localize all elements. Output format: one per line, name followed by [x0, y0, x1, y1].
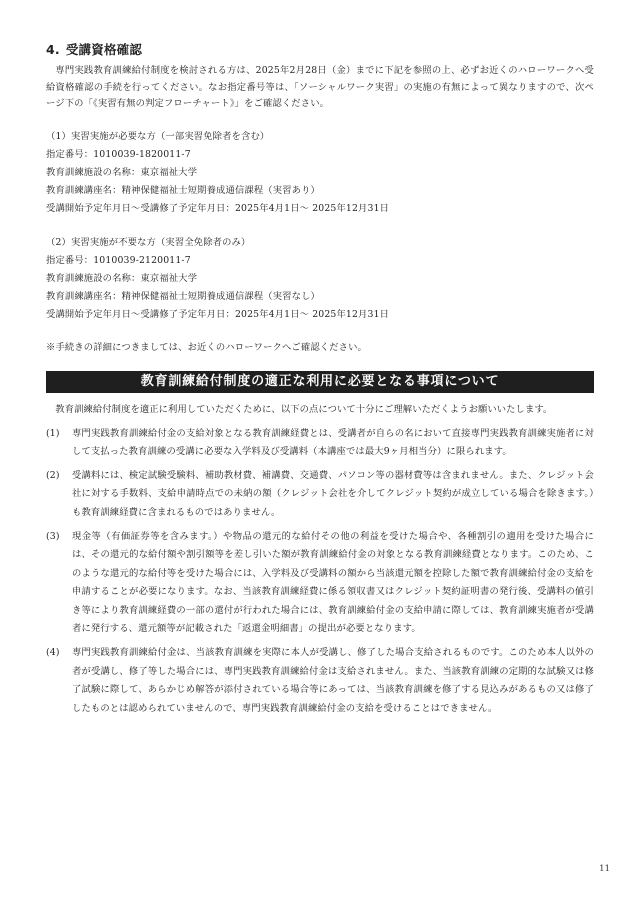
- course-name: 教育訓練講座名：精神保健福祉士短期養成通信課程（実習なし）: [46, 291, 320, 303]
- list-item: [46, 467, 594, 523]
- section-title: 受講資格確認: [65, 42, 143, 57]
- designation-number: 指定番号：1010039-1820011-7: [46, 148, 191, 160]
- course-block-with-practicum: [46, 128, 594, 219]
- list-item-text: 専門実践教育訓練給付金は、当該教育訓練を実際に本人が受講し、修了した場合支給されるものです。このため本人以外の者が受講し、修了等した場合には、専門実践教育訓練給付金は支給されません。また、当該教育訓練の定期的な試験又は修了試験に際して、あらかじめ解答が添付されている場合等にあっては、当該教育訓練を修了する見込みがあるもの又は修了したものとは認められていませんので、専門実践教育訓練給付金の支給を受けることはできません。: [72, 647, 594, 714]
- requirements-list: [46, 425, 594, 719]
- institution-name: 教育訓練施設の名称：東京福祉大学: [46, 272, 198, 284]
- section-intro: 専門実践教育訓練給付制度を検討される方は、2025年2月28日（金）までに下記を参照の上、必ずお近くのハローワークへ受給資格確認の手続を行ってください。なお指定番号等は、「ソーシャルワーク実習」の実施の有無によって異なりますので、次ページ下の「《実習有無の判定フローチャート》」をご確認ください。: [46, 65, 594, 109]
- procedure-note: ※手続きの詳細につきましては、お近くのハローワークへご確認ください。: [46, 341, 368, 353]
- list-item-text: 受講料には、検定試験受験料、補助教材費、補講費、交通費、パソコン等の器材費等は含まれません。また、クレジット会社に対する手数料、支給申請時点での未納の額（クレジット会社を介してクレジット契約が成立している場合を除きます。）も教育訓練経費に含まれるものではありません。: [72, 469, 594, 518]
- list-item-marker: (4): [46, 647, 60, 659]
- page-content: [46, 40, 594, 723]
- page-number: 11: [599, 864, 610, 874]
- list-item: [46, 528, 594, 640]
- institution-name: 教育訓練施設の名称：東京福祉大学: [46, 166, 198, 178]
- course-period: 受講開始予定年月日～受講修了予定年月日：2025年4月1日～ 2025年12月31日: [46, 309, 390, 321]
- list-item-marker: (3): [46, 530, 60, 542]
- designation-number: 指定番号：1010039-2120011-7: [46, 254, 191, 266]
- list-item: [46, 644, 594, 718]
- list-item-text: 現金等（有価証券等を含みます。）や物品の還元的な給付その他の利益を受けた場合や、各種割引の適用を受けた場合には、その還元的な給付額や割引額等を差し引いた額が教育訓練給付金の対象となる教育訓練経費となります。このため、このような還元的な給付等を受けた場合には、入学料及び受講料の額から当該還元額を控除した額で教育訓練給付金の支給を申請することが必要になります。なお、当該教育訓練経費に係る領収書又はクレジット契約証明書の発行後、受講料の値引き等により教育訓練経費の一部の還付が行われた場合には、教育訓練給付金の支給申請に際しては、教育訓練実施者が受講者に発行する、還元額等が記載された「返還金明細書」の提出が必要となります。: [72, 530, 594, 635]
- course-block-without-practicum: [46, 234, 594, 325]
- course-block-heading: （1）実習実施が必要な方（一部実習免除者を含む）: [46, 130, 270, 142]
- list-item-marker: (1): [46, 427, 60, 439]
- section-banner: 教育訓練給付制度の適正な利用に必要となる事項について: [46, 371, 594, 393]
- list-item-text: 専門実践教育訓練給付金の支給対象となる教育訓練経費とは、受講者が自らの名において直接専門実践教育訓練実施者に対して支払った教育訓練の受講に必要な入学料及び受講料（本講座では最大9ヶ月相当分）に限られます。: [72, 427, 594, 458]
- list-item-marker: (2): [46, 469, 60, 481]
- section-number: 4.: [46, 42, 60, 57]
- course-block-heading: （2）実習実施が不要な方（実習全免除者のみ）: [46, 236, 251, 248]
- banner-lead-text: 教育訓練給付制度を適正に利用していただくために、以下の点について十分にご理解いただくようお願いいたします。: [55, 403, 553, 415]
- section-heading: [46, 40, 594, 58]
- course-name: 教育訓練講座名：精神保健福祉士短期養成通信課程（実習あり）: [46, 185, 320, 197]
- list-item: [46, 425, 594, 462]
- course-period: 受講開始予定年月日～受講修了予定年月日：2025年4月1日～ 2025年12月31日: [46, 203, 390, 215]
